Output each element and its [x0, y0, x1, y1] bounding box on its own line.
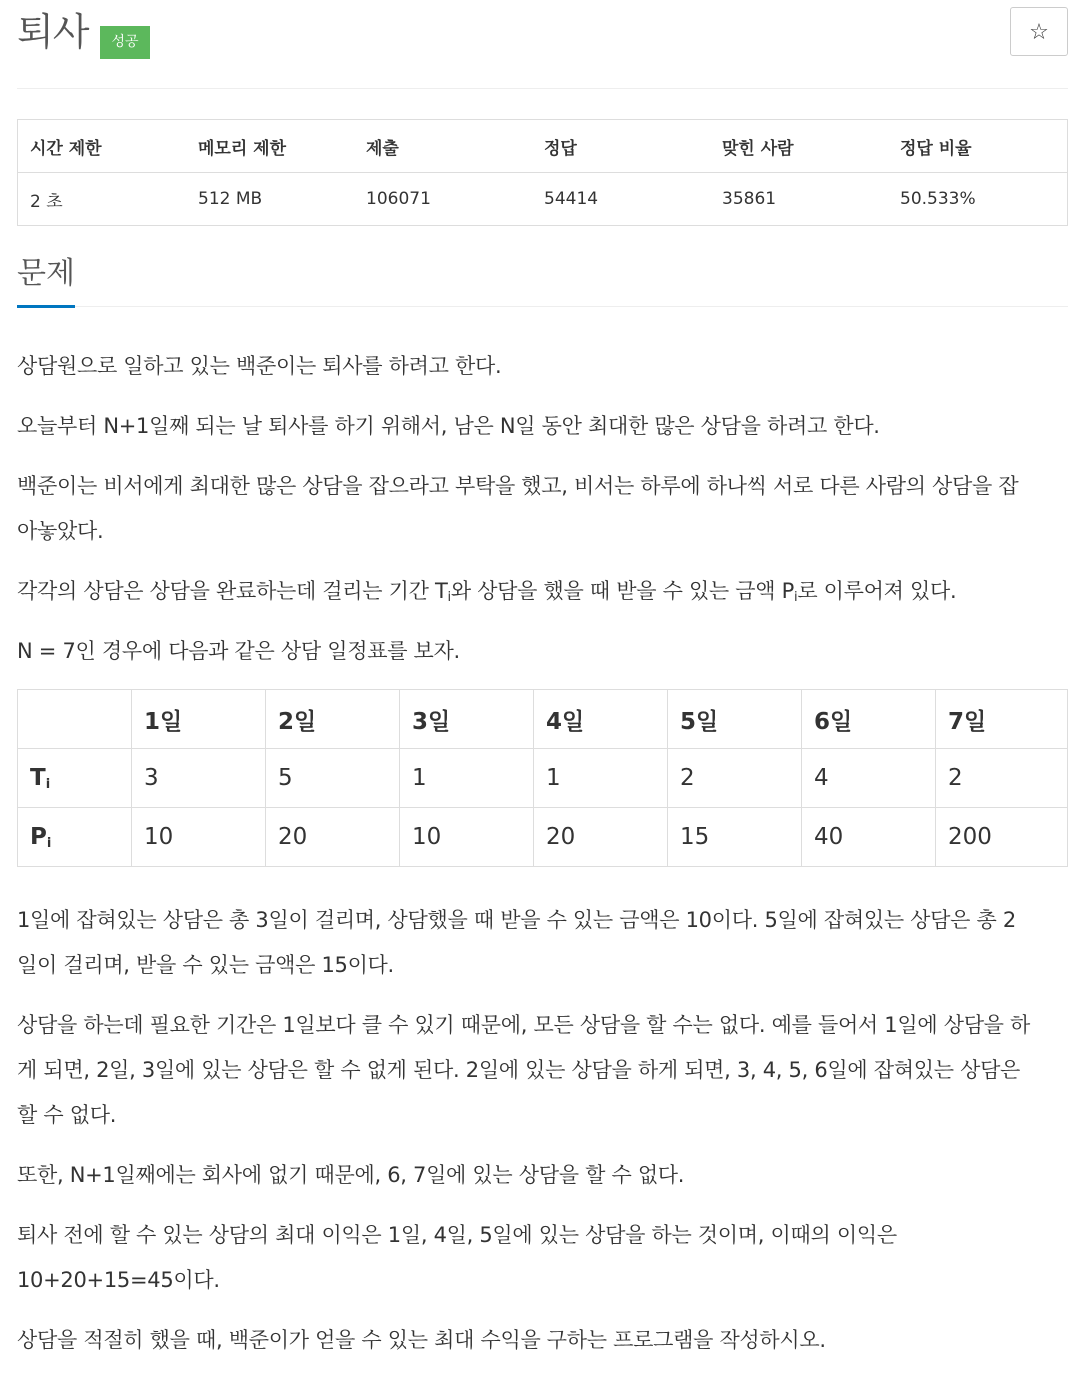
schedule-cell: 3 [132, 749, 266, 808]
schedule-corner [18, 690, 132, 749]
schedule-cell: 4 [802, 749, 936, 808]
subscript: i [46, 835, 52, 851]
section-title: 문제 [17, 252, 75, 308]
paragraph: 할 수 없다. [17, 1103, 117, 1127]
paragraph: 게 되면, 2일, 3일에 있는 상담은 할 수 없게 된다. 2일에 있는 상담을 하게 되면, 3, 4, 5, 6일에 잡혀있는 상담은 [17, 1058, 1021, 1082]
schedule-cell: 20 [266, 808, 400, 867]
paragraph: N = 7인 경우에 다음과 같은 상담 일정표를 보자. [17, 639, 460, 663]
stats-value: 50.533% [900, 189, 976, 209]
problem-header [17, 0, 1068, 89]
stats-header: 정답 비율 [888, 120, 1068, 173]
paragraph: 아놓았다. [17, 519, 104, 543]
star-icon[interactable]: ☆ [1010, 7, 1068, 56]
stats-value: 54414 [544, 189, 599, 209]
subscript: i [447, 590, 451, 605]
schedule-cell: 20 [534, 808, 668, 867]
schedule-cell: 5 [266, 749, 400, 808]
paragraph-text: 각각의 상담은 상담을 완료하는데 걸리는 기간 T [17, 579, 448, 603]
row-label-text: P [30, 823, 47, 850]
schedule-cell: 10 [132, 808, 266, 867]
stats-header: 맞힌 사람 [710, 120, 888, 173]
paragraph [17, 569, 1068, 620]
schedule-day-header: 4일 [534, 690, 668, 749]
status-badge: 성공 [100, 26, 150, 59]
paragraph: 일이 걸리며, 받을 수 있는 금액은 15이다. [17, 953, 394, 977]
paragraph: 퇴사 전에 할 수 있는 상담의 최대 이익은 1일, 4일, 5일에 있는 상담을 하는 것이며, 이때의 이익은 [17, 1223, 897, 1247]
subscript: i [45, 776, 51, 792]
schedule-cell: 2 [936, 749, 1068, 808]
stats-value: 2 초 [30, 191, 63, 212]
stats-value: 106071 [366, 189, 431, 209]
schedule-day-header: 6일 [802, 690, 936, 749]
schedule-day-header: 7일 [936, 690, 1068, 749]
paragraph-text: 와 상담을 했을 때 받을 수 있는 금액 P [450, 579, 794, 603]
row-label-p [18, 808, 132, 867]
paragraph: 10+20+15=45이다. [17, 1268, 220, 1292]
paragraph: 백준이는 비서에게 최대한 많은 상담을 잡으라고 부탁을 했고, 비서는 하루에 하나씩 서로 다른 사람의 상담을 잡 [17, 474, 1019, 498]
schedule-cell: 2 [668, 749, 802, 808]
paragraph: 상담원으로 일하고 있는 백준이는 퇴사를 하려고 한다. [17, 354, 502, 378]
schedule-day-header: 5일 [668, 690, 802, 749]
row-label-text: T [30, 764, 46, 791]
problem-title: 퇴사 [17, 10, 89, 54]
schedule-cell: 1 [534, 749, 668, 808]
stats-header: 제출 [354, 120, 532, 173]
stats-header: 시간 제한 [18, 120, 187, 173]
schedule-table [17, 689, 1068, 867]
schedule-cell: 40 [802, 808, 936, 867]
stats-table [17, 119, 1068, 226]
schedule-cell: 10 [400, 808, 534, 867]
paragraph: 상담을 적절히 했을 때, 백준이가 얻을 수 있는 최대 수익을 구하는 프로그램을 작성하시오. [17, 1328, 826, 1352]
schedule-cell: 15 [668, 808, 802, 867]
stats-header: 메모리 제한 [186, 120, 354, 173]
paragraph: 1일에 잡혀있는 상담은 총 3일이 걸리며, 상담했을 때 받을 수 있는 금액은 10이다. 5일에 잡혀있는 상담은 총 2 [17, 908, 1016, 932]
subscript: i [794, 590, 798, 605]
paragraph: 오늘부터 N+1일째 되는 날 퇴사를 하기 위해서, 남은 N일 동안 최대한 많은 상담을 하려고 한다. [17, 414, 880, 438]
schedule-day-header: 1일 [132, 690, 266, 749]
table-row [18, 808, 1068, 867]
stats-value: 35861 [722, 189, 777, 209]
section-heading [17, 240, 1068, 307]
paragraph: 상담을 하는데 필요한 기간은 1일보다 클 수 있기 때문에, 모든 상담을 할 수는 없다. 예를 들어서 1일에 상담을 하 [17, 1013, 1031, 1037]
schedule-day-header: 2일 [266, 690, 400, 749]
table-row [18, 749, 1068, 808]
schedule-cell: 1 [400, 749, 534, 808]
stats-header: 정답 [532, 120, 710, 173]
schedule-cell: 200 [936, 808, 1068, 867]
problem-page [17, 0, 1068, 1352]
schedule-day-header: 3일 [400, 690, 534, 749]
row-label-t [18, 749, 132, 808]
paragraph: 또한, N+1일째에는 회사에 없기 때문에, 6, 7일에 있는 상담을 할 수 없다. [17, 1163, 685, 1187]
paragraph-text: 로 이루어져 있다. [797, 579, 957, 603]
stats-value: 512 MB [198, 189, 263, 209]
